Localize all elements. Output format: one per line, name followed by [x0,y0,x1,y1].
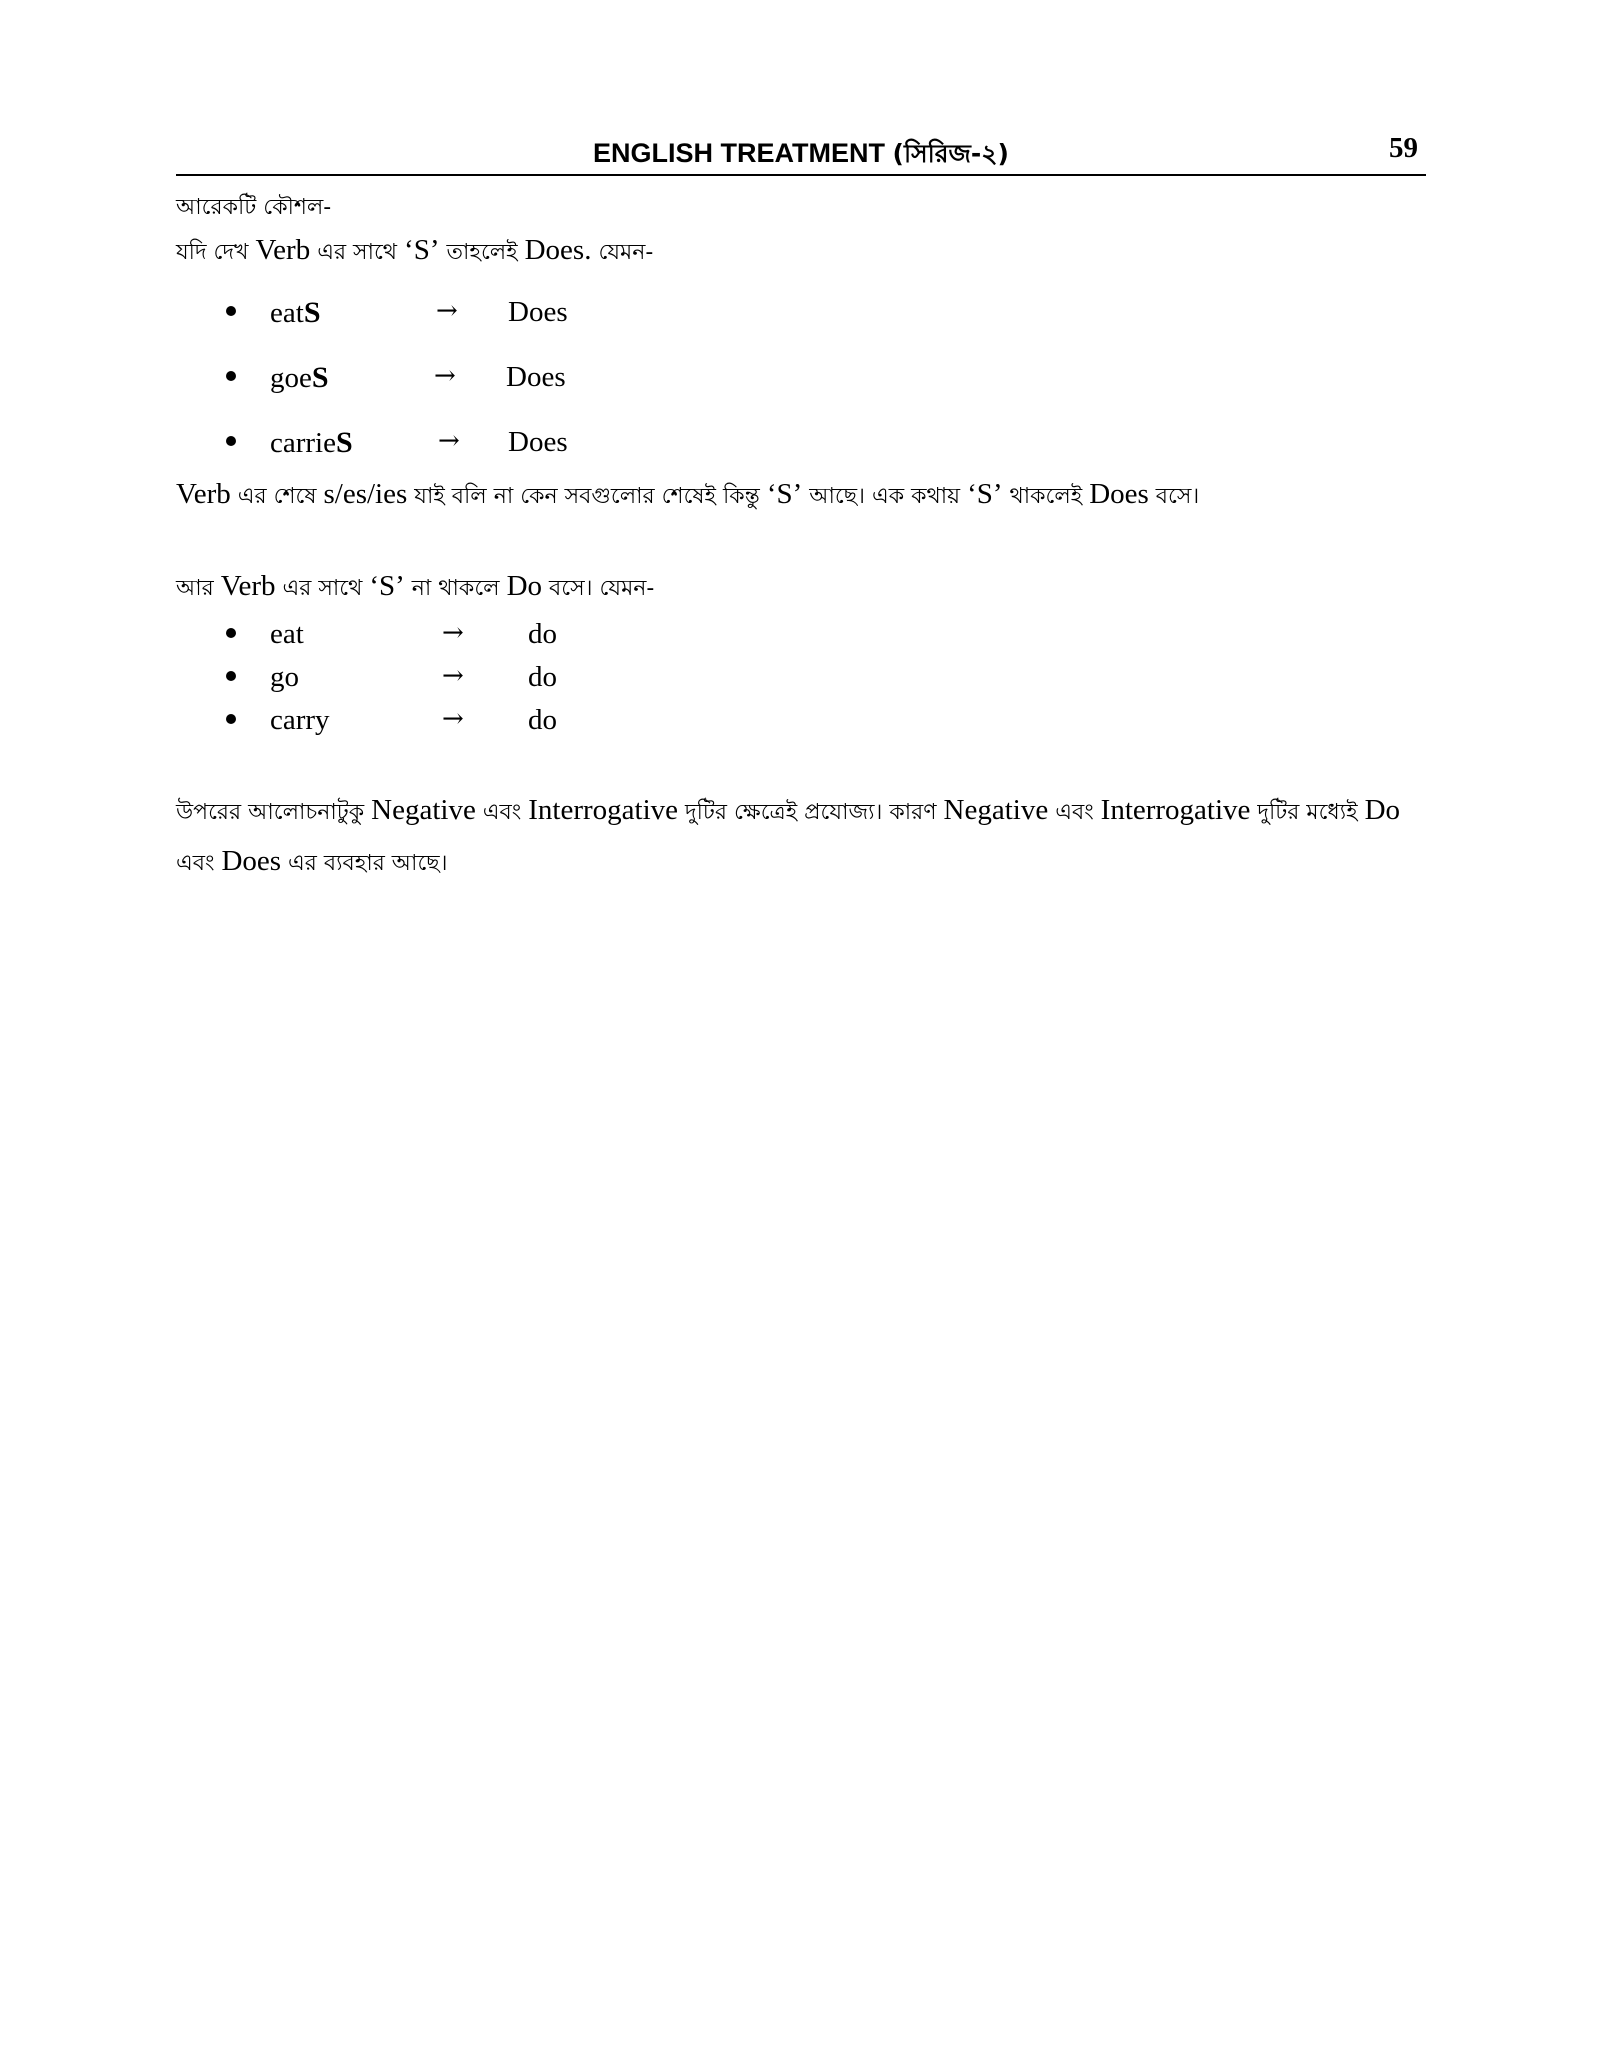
intro-text: না থাকলে [404,576,507,601]
header-series: (সিরিজ-২) [892,139,1009,168]
summary-text: আছে। এক কথায় [802,484,968,509]
summary-text: Verb [176,478,231,510]
result-word: do [528,618,557,650]
verb-word: carry [270,704,330,736]
bullet-icon [226,671,236,681]
summary-text: ‘S’ [766,478,803,510]
intro-text-3: এর সাথে [310,240,405,265]
intro-text: ‘S’ [369,570,405,602]
summary-text: যাই বলি না কেন সবগুলোর শেষেই কিন্তু [407,484,767,509]
arrow-icon: → [438,426,460,456]
verb-word: goeS [270,361,329,394]
arrow-icon: → [436,296,458,326]
conclusion-paragraph: উপরের আলোচনাটুকু Negative এবং Interrogative দুটির ক্ষেত্রেই প্রযোজ্য। কারণ Negative এবং Interrogative দুটির মধ্যেই Do এবং Does এর ব্যবহার আছে। [176,794,1401,877]
intro-text: বসে। যেমন- [542,576,655,601]
verb-word: carrieS [270,426,353,459]
result-word: do [528,661,557,693]
section1-heading: আরেকটি কৌশল- [176,195,332,220]
result-word: Does [506,361,566,393]
bullet-icon [226,436,236,446]
header-title [176,134,1426,177]
intro-text: আর [176,576,221,601]
bullet-icon [226,306,236,316]
result-word: Does [508,296,568,328]
result-word: do [528,704,557,736]
intro-text: এর সাথে [275,576,370,601]
header-title-text: ENGLISH TREATMENT [593,138,886,168]
summary-text: s/es/ies [323,478,408,510]
intro-text: Do [506,570,543,602]
intro-text: Verb [220,570,276,602]
bullet-icon [226,371,236,381]
intro-text-2: Verb [255,234,311,266]
arrow-icon: → [442,661,464,691]
summary-text: বসে। [1148,484,1200,509]
page-number: 59 [1389,132,1418,164]
intro-text-1: যদি দেখ [176,240,256,265]
summary-text: Does [1089,478,1149,510]
section2-intro [176,568,654,607]
intro-text-6: Does. [524,234,592,266]
section1-summary [176,476,1199,515]
page-header [176,128,1426,176]
document-page [176,0,1426,2071]
summary-text: থাকলেই [1002,484,1090,509]
arrow-icon: → [442,618,464,648]
summary-text: ‘S’ [967,478,1003,510]
bullet-icon [226,714,236,724]
verb-word: eatS [270,296,321,329]
section1-intro [176,232,653,271]
result-word: Does [508,426,568,458]
intro-text-7: যেমন- [591,240,654,265]
verb-word: go [270,661,299,693]
bullet-icon [226,628,236,638]
summary-text: এর শেষে [230,484,324,509]
intro-text-4: ‘S’ [404,234,440,266]
arrow-icon: → [434,361,456,391]
arrow-icon: → [442,704,464,734]
verb-word: eat [270,618,304,650]
intro-text-5: তাহলেই [439,240,525,265]
